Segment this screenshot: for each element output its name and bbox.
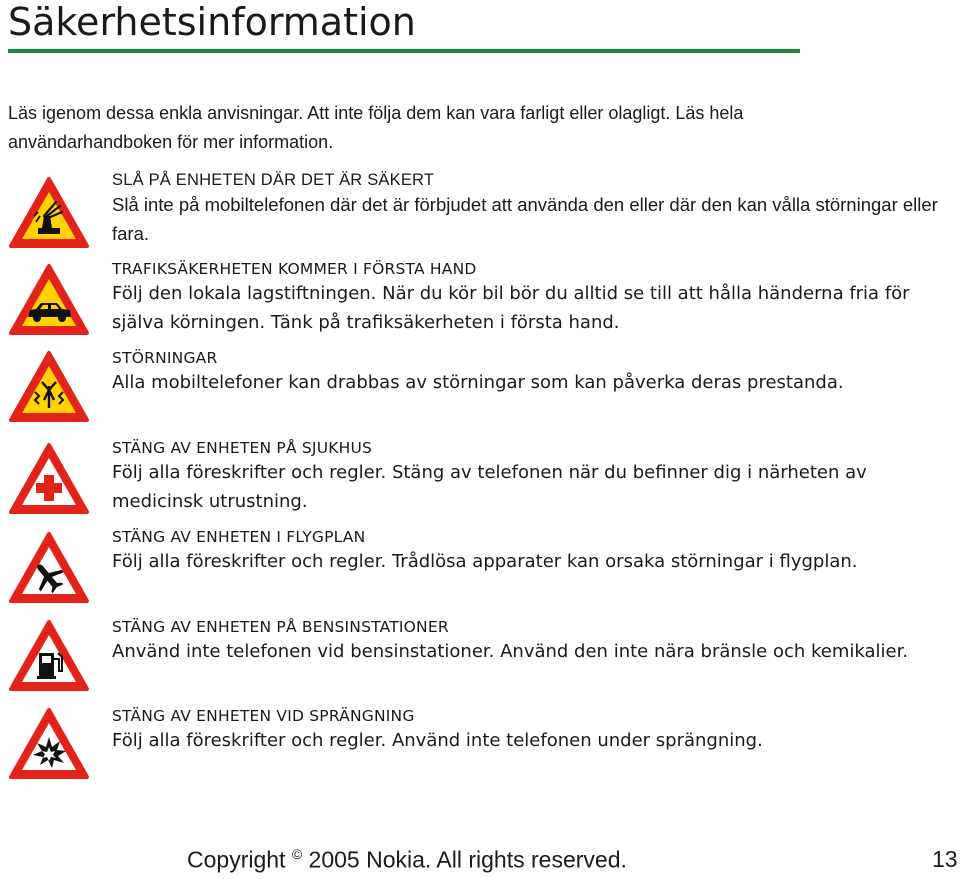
section-text: Slå inte på mobiltelefonen där det är förbjudet att använda den eller där den kan vålla störningar eller fara. [112,194,938,244]
section-text: Använd inte telefonen vid bensinstationer. Använd den inte nära bränsle och kemikalier. [112,641,909,662]
fuel-pump-warning-icon [8,619,90,693]
section-text: Följ den lokala lagstiftningen. När du kör bil bör du alltid se till att hålla händerna fria för själva körningen. Tänk på trafiksäkerheten i första hand. [112,283,910,333]
section-heading: STÖRNINGAR [112,349,218,367]
section-aircraft [112,527,942,576]
section-road-safety [112,259,942,337]
hand-on-phone-warning-icon [8,176,90,250]
section-hospitals [112,438,942,516]
section-heading: SLÅ PÅ ENHETEN DÄR DET ÄR SÄKERT [112,171,435,189]
section-text: Följ alla föreskrifter och regler. Använd inte telefonen under sprängning. [112,730,763,751]
copyright-notice [187,846,627,874]
page-number: 13 [932,846,958,872]
copyright-text: 2005 Nokia. All rights reserved. [308,846,627,873]
hospital-cross-warning-icon [8,442,90,516]
intro-paragraph: Läs igenom dessa enkla anvisningar. Att inte följa dem kan vara farligt eller olagligt. Läs hela användarhandboken för mer information. [8,103,744,152]
section-text: Följ alla föreskrifter och regler. Trådlösa apparater kan orsaka störningar i flygplan. [112,551,858,572]
section-heading: STÄNG AV ENHETEN I FLYGPLAN [112,528,366,546]
title-divider [8,49,800,53]
explosion-warning-icon [8,707,90,781]
interference-antenna-warning-icon [8,350,90,424]
section-heading: TRAFIKSÄKERHETEN KOMMER I FÖRSTA HAND [112,260,477,278]
copyright-symbol: © [291,846,303,862]
page-title: Säkerhetsinformation [8,0,416,44]
airplane-warning-icon [8,531,90,605]
section-interference [112,348,942,397]
car-warning-icon [8,263,90,337]
section-heading: STÄNG AV ENHETEN PÅ BENSINSTATIONER [112,618,449,636]
copyright-prefix: Copyright [187,846,286,873]
section-switch-on-safely [112,170,942,248]
section-heading: STÄNG AV ENHETEN VID SPRÄNGNING [112,707,415,725]
section-text: Följ alla föreskrifter och regler. Stäng av telefonen när du befinner dig i närheten av medicinsk utrustning. [112,462,867,512]
section-blasting [112,706,942,755]
section-refuelling [112,617,942,666]
section-heading: STÄNG AV ENHETEN PÅ SJUKHUS [112,439,373,457]
section-text: Alla mobiltelefoner kan drabbas av störningar som kan påverka deras prestanda. [112,372,844,393]
